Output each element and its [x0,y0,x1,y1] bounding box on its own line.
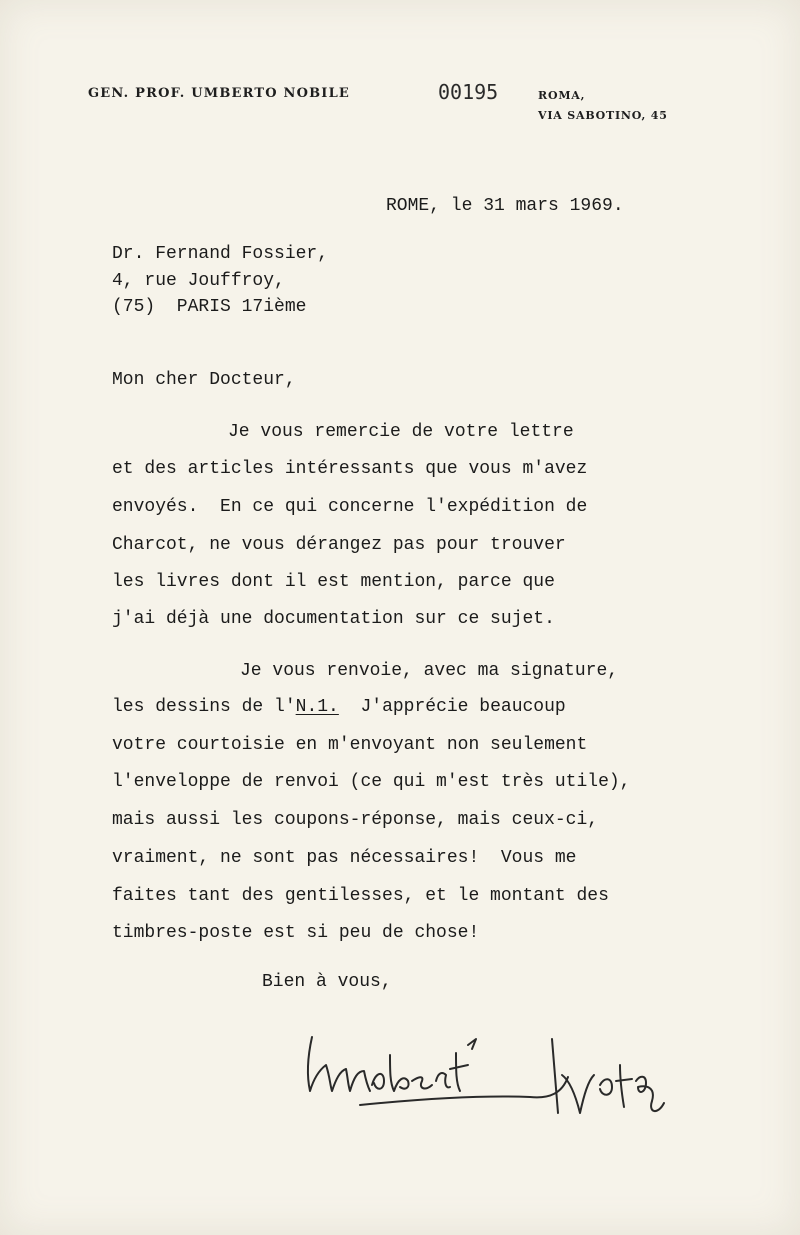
reference-number: 00195 [438,80,499,104]
paragraph2-text: J'apprécie beaucoup [338,697,566,717]
paragraph2-line: faites tant des gentilesses, et le montant des [112,886,609,906]
paragraph2-line: mais aussi les coupons-réponse, mais ceux-ci, [112,810,599,830]
paragraph2-text: les dessins de l' [112,697,296,717]
recipient-name: Dr. Fernand Fossier, [112,244,329,264]
paragraph1-line: j'ai déjà une documentation sur ce sujet. [112,609,555,629]
paragraph2-line: votre courtoisie en m'envoyant non seulement [112,735,588,755]
paragraph2-line: vraiment, ne sont pas nécessaires! Vous me [112,848,577,868]
letterhead-street: VIA SABOTINO, 45 [538,109,668,122]
recipient-street: 4, rue Jouffroy, [112,271,285,291]
paragraph1-line: Charcot, ne vous dérangez pas pour trouver [112,535,566,555]
letterhead-sender: GEN. PROF. UMBERTO NOBILE [88,86,351,101]
recipient-city: (75) PARIS 17ième [112,297,307,317]
underlined-reference: N.1. [295,697,339,717]
paragraph1-line: les livres dont il est mention, parce que [112,572,555,592]
paragraph2-line: l'enveloppe de renvoi (ce qui m'est très utile), [112,772,631,792]
paragraph2-line: Je vous renvoie, avec ma signature, [240,661,619,681]
handwritten-signature [300,1025,700,1145]
date-line: ROME, le 31 mars 1969. [386,196,624,216]
closing: Bien à vous, [262,972,392,992]
paragraph1-line: et des articles intéressants que vous m'avez [112,459,588,479]
paragraph2-line [112,697,566,717]
paragraph1-line: envoyés. En ce qui concerne l'expédition de [112,497,588,517]
paragraph1-line: Je vous remercie de votre lettre [228,422,574,442]
paragraph2-line: timbres-poste est si peu de chose! [112,923,480,943]
salutation: Mon cher Docteur, [112,370,296,390]
letterhead-city: ROMA, [538,89,586,102]
